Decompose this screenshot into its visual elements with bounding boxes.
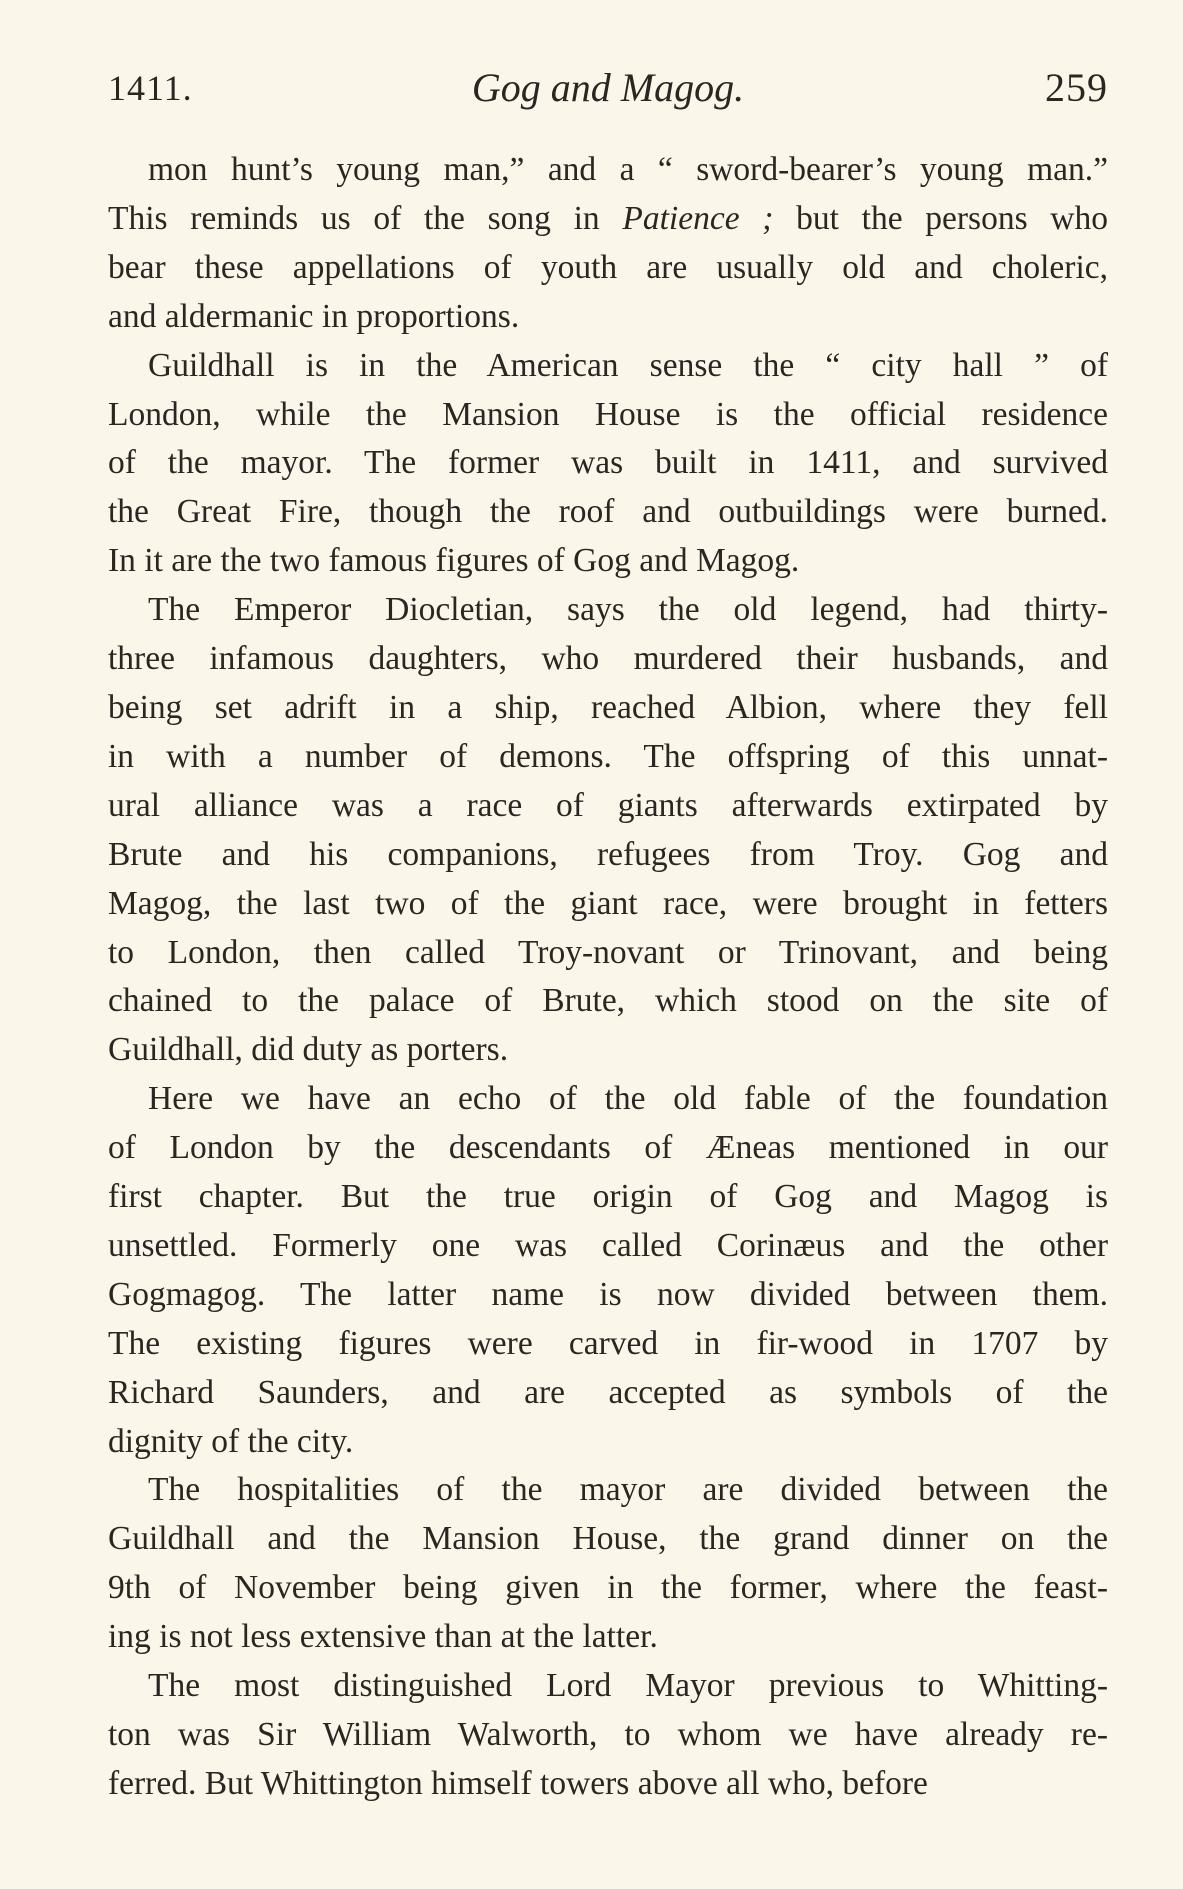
text-line: chained to the palace of Brute, which stood on the site of [108,982,1108,1020]
text-line: Guildhall, did duty as porters. [108,1031,509,1069]
text-line: unsettled. Formerly one was called Corinæus and the other [108,1226,1108,1264]
text-line: of London by the descendants of Æneas mentioned in our [108,1129,1108,1167]
italic-title: Patience ; [622,199,774,237]
text-line: The hospitalities of the mayor are divided between the [148,1471,1108,1509]
text-line: mon hunt’s young man,” and a “ sword-bearer’s young man.” [148,151,1108,188]
text-line: The most distinguished Lord Mayor previous to Whitting- [148,1667,1108,1705]
text-line: being set adrift in a ship, reached Albion, where they fell [108,688,1108,726]
text-line: Guildhall and the Mansion House, the grand dinner on the [108,1520,1108,1558]
running-head-title: Gog and Magog. [471,65,745,110]
text-line: in with a number of demons. The offspring of this unnat- [108,737,1108,775]
running-head-year: 1411. [108,68,193,108]
paragraph [108,1662,1108,1809]
text-line: Guildhall is in the American sense the “ city hall ” of [148,346,1108,384]
text-line: Magog, the last two of the giant race, were brought in fetters [108,884,1108,922]
text-line: London, while the Mansion House is the official residence [108,395,1108,433]
text-line: Brute and his companions, refugees from Troy. Gog and [108,835,1108,873]
paragraph [108,586,1108,1075]
text-line: of the mayor. The former was built in 1411, and survived [108,444,1108,482]
text-line: This reminds us of the song in Patience ; but the persons who [108,199,1109,237]
text-line: Richard Saunders, and are accepted as symbols of the [108,1373,1108,1411]
text-line: Gogmagog. The latter name is now divided between them. [108,1275,1108,1313]
text-line: The existing figures were carved in fir-wood in 1707 by [108,1324,1108,1362]
text-line: ton was Sir William Walworth, to whom we have already re- [108,1716,1108,1753]
text-line: and aldermanic in proportions. [108,297,520,335]
text-line: 9th of November being given in the former, where the feast- [108,1569,1108,1607]
text-line: In it are the two famous figures of Gog and Magog. [108,542,800,580]
text-line: to London, then called Troy-novant or Trinovant, and being [108,933,1108,971]
text-line: ing is not less extensive than at the latter. [108,1618,658,1656]
text-line: Here we have an echo of the old fable of the foundation [148,1080,1108,1118]
paragraph [108,1075,1108,1466]
text-line: ferred. But Whittington himself towers above all who, before [108,1764,928,1802]
text-line: ural alliance was a race of giants afterwards extirpated by [108,786,1108,824]
page-number: 259 [1045,65,1108,110]
paragraph [108,1466,1108,1662]
text-line: The Emperor Diocletian, says the old legend, had thirty- [148,591,1108,629]
paragraph [108,342,1108,587]
text-line: first chapter. But the true origin of Gog and Magog is [108,1178,1108,1216]
text-line: dignity of the city. [108,1422,354,1460]
text-line: the Great Fire, though the roof and outbuildings were burned. [108,493,1108,531]
text-line: bear these appellations of youth are usually old and choleric, [108,248,1108,286]
text-line: three infamous daughters, who murdered their husbands, and [108,640,1108,678]
running-head [108,58,1108,118]
body-text [108,146,1108,1809]
book-page [108,58,1108,1809]
paragraph [108,146,1108,342]
